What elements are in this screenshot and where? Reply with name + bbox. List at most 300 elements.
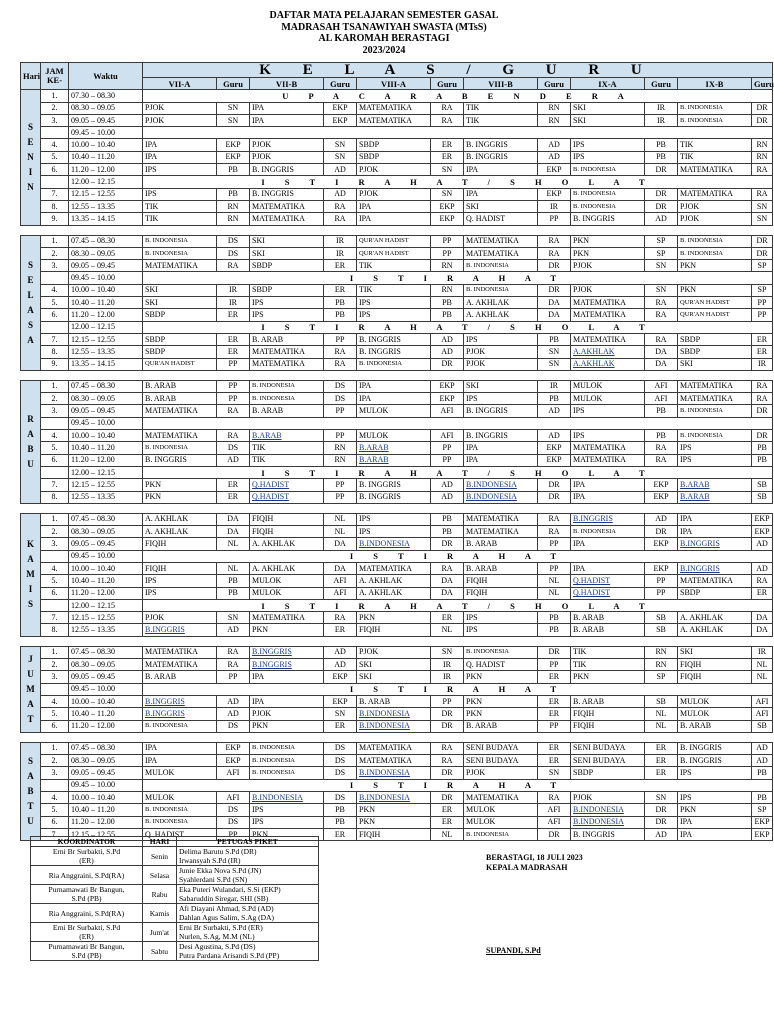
waktu-cell: 10.00 – 10.40 [69, 792, 143, 804]
header-school-name: AL KAROMAH BERASTAGI [318, 33, 450, 44]
roster-petugas [177, 885, 319, 904]
subject-cell: MATEMATIKA [571, 333, 645, 345]
teacher-code: RA [324, 612, 357, 624]
koordinator-line: (ER) [79, 932, 94, 941]
teacher-code: EKP [431, 200, 464, 212]
subject-cell: IPA [357, 200, 431, 212]
teacher-code: AFI [324, 587, 357, 599]
jam-cell: 2. [41, 247, 69, 259]
subject-cell: SBDP [678, 587, 752, 599]
teacher-code: PB [324, 297, 357, 309]
subject-cell: A. AKHLAK [678, 624, 752, 636]
teacher-code: PB [645, 405, 678, 417]
teacher-code: PP [217, 358, 250, 370]
teacher-code: AD [324, 188, 357, 200]
teacher-code: SN [431, 188, 464, 200]
teacher-code: AD [538, 151, 571, 163]
koordinator-line: Erni Br Surbakti, S.Pd [52, 923, 121, 932]
subject-cell: IPS [571, 151, 645, 163]
subject-cell: FIQIH [464, 587, 538, 599]
table-row [21, 479, 773, 491]
subject-cell: B.INGGRIS [571, 513, 645, 525]
teacher-code: RA [324, 200, 357, 212]
subject-cell: SKI [571, 114, 645, 126]
class-header-vii-a: VII-A [143, 78, 217, 90]
teacher-code: NL [324, 526, 357, 538]
subject-cell: PJOK [143, 114, 217, 126]
roster-petugas [177, 923, 319, 942]
koordinator-line: Purnamawati Br Bangun, [48, 885, 125, 894]
teacher-code: IR [324, 247, 357, 259]
break-band: I S T I R A H A T [143, 550, 773, 562]
roster-row [31, 847, 319, 866]
subject-cell: MULOK [250, 587, 324, 599]
subject-cell: IPS [143, 164, 217, 176]
teacher-code: RA [752, 188, 773, 200]
subject-cell: B.ARAB [357, 454, 431, 466]
roster-hari: Rabu [143, 885, 177, 904]
teacher-code: RA [324, 358, 357, 370]
waktu-cell: 11.20 – 12.00 [69, 309, 143, 321]
class-header-ix-b: IX-B [678, 78, 752, 90]
teacher-code: NL [324, 513, 357, 525]
teacher-code: RA [217, 646, 250, 658]
teacher-code: SB [752, 720, 773, 732]
teacher-code: IR [752, 646, 773, 658]
teacher-code: PB [752, 792, 773, 804]
subject-cell: B. INGGRIS [357, 479, 431, 491]
teacher-code: SN [431, 646, 464, 658]
subject-cell: B. INDONESIA [357, 358, 431, 370]
teacher-code: NL [752, 659, 773, 671]
teacher-code: RA [217, 405, 250, 417]
subject-cell: QUR'AN HADIST [357, 247, 431, 259]
subject-cell: SBDP [143, 333, 217, 345]
jam-cell [41, 176, 69, 188]
col-header-kelas-guru: K E L A S / G U R U [143, 63, 773, 78]
table-row [21, 247, 773, 259]
teacher-code: ER [538, 755, 571, 767]
teacher-code: DA [645, 346, 678, 358]
petugas-line: Sabaruddin Siregar, SHI (SB) [179, 894, 269, 903]
teacher-code: NL [538, 575, 571, 587]
subject-cell: MATEMATIKA [678, 380, 752, 392]
table-row [21, 380, 773, 392]
teacher-code: SN [217, 114, 250, 126]
koordinator-line: S.Pd (PB) [71, 894, 102, 903]
teacher-code: PB [324, 804, 357, 816]
jam-cell: 3. [41, 671, 69, 683]
teacher-code: PB [538, 393, 571, 405]
subject-cell: B.ARAB [678, 491, 752, 503]
subject-cell: MATEMATIKA [357, 742, 431, 754]
subject-cell: B. ARAB [250, 333, 324, 345]
table-row [21, 200, 773, 212]
subject-cell: PKN [571, 671, 645, 683]
table-row [21, 599, 773, 611]
subject-cell: B.INGGRIS [250, 646, 324, 658]
waktu-cell: 10.00 – 10.40 [69, 139, 143, 151]
teacher-code: EKP [645, 491, 678, 503]
teacher-code: AFI [645, 393, 678, 405]
teacher-code: DS [217, 720, 250, 732]
subject-cell: PKN [357, 816, 431, 828]
subject-cell: B. INGGRIS [357, 333, 431, 345]
subject-cell: IPA [464, 164, 538, 176]
subject-cell: SKI [143, 297, 217, 309]
subject-cell: A.AKHLAK [571, 358, 645, 370]
teacher-code: RA [538, 235, 571, 247]
teacher-code: DS [324, 742, 357, 754]
teacher-code: ER [431, 816, 464, 828]
break-band: I S T I R A H A T [143, 683, 773, 695]
subject-cell: Q. HADIST [143, 828, 217, 840]
jam-cell: 3. [41, 538, 69, 550]
teacher-code: SP [752, 260, 773, 272]
subject-cell: SBDP [678, 333, 752, 345]
subject-cell: PJOK [571, 260, 645, 272]
teacher-code: AD [538, 430, 571, 442]
subject-cell: B. INDONESIA [250, 767, 324, 779]
teacher-code: PB [217, 587, 250, 599]
subject-cell: MULOK [250, 575, 324, 587]
subject-cell: QUR'AN HADIST [357, 235, 431, 247]
teacher-code: AD [217, 708, 250, 720]
teacher-code: DS [324, 380, 357, 392]
teacher-code: AD [752, 755, 773, 767]
subject-cell: PKN [143, 491, 217, 503]
roster-petugas [177, 847, 319, 866]
subject-cell: MATEMATIKA [143, 659, 217, 671]
waktu-cell: 09.45 – 10.00 [69, 127, 143, 139]
table-row [21, 804, 773, 816]
teacher-code: PB [538, 333, 571, 345]
break-band: I S T I R A H A T / S H O L A T [143, 176, 773, 188]
subject-cell: B. INDONESIA [143, 816, 217, 828]
subject-cell: B. INGGRIS [357, 491, 431, 503]
day-letter: A [27, 771, 34, 782]
subject-cell: SBDP [143, 346, 217, 358]
subject-cell: B. INGGRIS [678, 755, 752, 767]
subject-cell: A. AKHLAK [464, 297, 538, 309]
waktu-cell: 12.55 – 13.35 [69, 200, 143, 212]
jam-cell: 6. [41, 164, 69, 176]
subject-cell: QUR'AN HADIST [678, 309, 752, 321]
teacher-code: DA [324, 562, 357, 574]
guru-header: Guru [752, 78, 773, 90]
subject-cell: MATEMATIKA [143, 430, 217, 442]
waktu-cell: 09.45 – 10.00 [69, 683, 143, 695]
teacher-code: PB [431, 309, 464, 321]
subject-cell: IPS [250, 816, 324, 828]
teacher-code: PP [217, 393, 250, 405]
col-header-hari: Hari [21, 63, 41, 90]
koordinator-line: Ria Anggraini, S.Pd(RA) [48, 870, 125, 880]
teacher-code: DS [324, 792, 357, 804]
teacher-code: AD [645, 513, 678, 525]
roster-koordinator [31, 923, 143, 942]
subject-cell: IPA [143, 755, 217, 767]
waktu-cell: 10.00 – 10.40 [69, 562, 143, 574]
subject-cell: B. INDONESIA [143, 720, 217, 732]
subject-cell: SBDP [250, 284, 324, 296]
day-letter: U [27, 816, 34, 827]
subject-cell: TIK [571, 646, 645, 658]
teacher-code: PP [538, 659, 571, 671]
break-band: I S T I R A H A T / S H O L A T [143, 466, 773, 478]
teacher-code: PB [645, 430, 678, 442]
teacher-code: DR [431, 358, 464, 370]
subject-cell: B. INDONESIA [571, 164, 645, 176]
jam-cell: 8. [41, 200, 69, 212]
subject-cell: FIQIH [357, 828, 431, 840]
subject-cell: B.INDONESIA [357, 720, 431, 732]
subject-cell: SBDP [357, 139, 431, 151]
teacher-code: DR [431, 538, 464, 550]
schedule-table [20, 62, 773, 841]
subject-cell: B. ARAB [571, 612, 645, 624]
waktu-cell: 09.05 – 09.45 [69, 767, 143, 779]
subject-cell: B. ARAB [464, 562, 538, 574]
subject-cell: A. AKHLAK [464, 309, 538, 321]
teacher-code: PP [645, 587, 678, 599]
subject-cell: SBDP [571, 767, 645, 779]
teacher-code: ER [324, 828, 357, 840]
subject-cell: MATEMATIKA [571, 454, 645, 466]
subject-cell: B.INDONESIA [571, 816, 645, 828]
teacher-code: PB [752, 454, 773, 466]
day-label-sabtu [21, 742, 41, 840]
waktu-cell: 12.15 – 12.55 [69, 333, 143, 345]
subject-cell: B. INDONESIA [143, 235, 217, 247]
jam-cell: 7. [41, 828, 69, 840]
waktu-cell: 12.55 – 13.35 [69, 491, 143, 503]
teacher-code: ER [752, 587, 773, 599]
subject-cell: PKN [571, 235, 645, 247]
jam-cell: 1. [41, 742, 69, 754]
jam-cell: 1. [41, 513, 69, 525]
teacher-code: IR [645, 114, 678, 126]
subject-cell: B. INDONESIA [678, 247, 752, 259]
day-letter: K [26, 539, 34, 550]
subject-cell: PKN [464, 695, 538, 707]
waktu-cell: 12.15 – 12.55 [69, 828, 143, 840]
subject-cell: MATEMATIKA [250, 612, 324, 624]
day-separator [21, 225, 773, 235]
subject-cell: QUR'AN HADIST [678, 297, 752, 309]
waktu-cell: 10.00 – 10.40 [69, 430, 143, 442]
waktu-cell: 09.05 – 09.45 [69, 114, 143, 126]
jam-cell [41, 683, 69, 695]
subject-cell: B.ARAB [250, 430, 324, 442]
subject-cell: MATEMATIKA [571, 297, 645, 309]
table-row [21, 792, 773, 804]
subject-cell: MULOK [143, 792, 217, 804]
subject-cell: PJOK [357, 188, 431, 200]
teacher-code: ER [752, 333, 773, 345]
roster-row [31, 866, 319, 885]
subject-cell: PKN [678, 260, 752, 272]
teacher-code: AD [324, 659, 357, 671]
subject-cell: B. ARAB [464, 720, 538, 732]
jam-cell: 5. [41, 442, 69, 454]
subject-cell: IPA [143, 742, 217, 754]
teacher-code: EKP [538, 454, 571, 466]
teacher-code: PP [431, 235, 464, 247]
jam-cell: 7. [41, 188, 69, 200]
teacher-code: ER [538, 671, 571, 683]
teacher-code: DR [752, 102, 773, 114]
teacher-code: RN [752, 139, 773, 151]
guru-header: Guru [324, 78, 357, 90]
teacher-code: PB [752, 767, 773, 779]
teacher-code: SN [645, 284, 678, 296]
teacher-code: AD [752, 562, 773, 574]
day-separator [21, 732, 773, 742]
teacher-code: DR [645, 164, 678, 176]
subject-cell: PJOK [250, 151, 324, 163]
subject-cell: TIK [143, 200, 217, 212]
subject-cell: SKI [678, 646, 752, 658]
teacher-code: RA [217, 659, 250, 671]
subject-cell: TIK [571, 659, 645, 671]
waktu-cell: 12.15 – 12.55 [69, 188, 143, 200]
subject-cell: B. INDONESIA [678, 102, 752, 114]
subject-cell: B. INGGRIS [250, 164, 324, 176]
jam-cell [41, 779, 69, 791]
subject-cell: B.INDONESIA [571, 804, 645, 816]
teacher-code: DR [431, 792, 464, 804]
teacher-code: RA [538, 247, 571, 259]
teacher-code: ER [217, 491, 250, 503]
subject-cell: SBDP [357, 151, 431, 163]
teacher-code: AFI [538, 816, 571, 828]
day-letter: U [27, 668, 34, 679]
jam-cell [41, 550, 69, 562]
subject-cell: MATEMATIKA [464, 792, 538, 804]
table-row [21, 708, 773, 720]
subject-cell: Q. HADIST [464, 659, 538, 671]
subject-cell: IPA [250, 671, 324, 683]
subject-cell: MATEMATIKA [357, 755, 431, 767]
teacher-code: DR [752, 430, 773, 442]
teacher-code: SN [752, 200, 773, 212]
subject-cell: B. INDONESIA [143, 442, 217, 454]
day-label-jumat [21, 646, 41, 732]
day-letter: A [27, 698, 34, 709]
teacher-code: PB [431, 513, 464, 525]
teacher-code: EKP [217, 139, 250, 151]
waktu-cell: 08.30 – 09.05 [69, 393, 143, 405]
waktu-cell: 07.30 – 08.30 [69, 90, 143, 102]
table-row [21, 442, 773, 454]
waktu-cell: 13.35 – 14.15 [69, 213, 143, 225]
table-row [21, 393, 773, 405]
subject-cell: B. INGGRIS [571, 213, 645, 225]
day-letter: M [26, 569, 35, 580]
subject-cell: SENI BUDAYA [464, 755, 538, 767]
subject-cell: IPS [678, 792, 752, 804]
waktu-cell: 12.15 – 12.55 [69, 479, 143, 491]
roster-header-koordinator: KOORDINATOR [31, 837, 143, 847]
subject-cell: IPA [571, 538, 645, 550]
subject-cell: IPS [464, 612, 538, 624]
table-row [21, 742, 773, 754]
subject-cell: IPA [357, 213, 431, 225]
subject-cell: MULOK [678, 708, 752, 720]
table-row [21, 213, 773, 225]
subject-cell: B. INDONESIA [678, 235, 752, 247]
subject-cell: SKI [143, 284, 217, 296]
subject-cell: B.ARAB [678, 479, 752, 491]
table-row [21, 646, 773, 658]
teacher-code: EKP [217, 742, 250, 754]
teacher-code: RA [324, 213, 357, 225]
roster-koordinator [31, 904, 143, 923]
subject-cell: IPA [678, 828, 752, 840]
subject-cell: SENI BUDAYA [464, 742, 538, 754]
class-header-ix-a: IX-A [571, 78, 645, 90]
table-row [21, 430, 773, 442]
teacher-code: EKP [538, 188, 571, 200]
subject-cell: B.INDONESIA [357, 767, 431, 779]
teacher-code: DR [538, 260, 571, 272]
teacher-code: PP [324, 333, 357, 345]
teacher-code: ER [538, 708, 571, 720]
teacher-code: AD [538, 139, 571, 151]
subject-cell: IPS [143, 188, 217, 200]
subject-cell: IPS [357, 309, 431, 321]
duty-roster-table [30, 836, 319, 961]
teacher-code: AFI [324, 575, 357, 587]
subject-cell: B.INDONESIA [464, 491, 538, 503]
teacher-code: EKP [431, 380, 464, 392]
teacher-code: PP [645, 575, 678, 587]
teacher-code: PB [538, 624, 571, 636]
roster-koordinator [31, 885, 143, 904]
teacher-code: ER [538, 695, 571, 707]
waktu-cell: 12.00 – 12.15 [69, 321, 143, 333]
subject-cell: A.AKHLAK [571, 346, 645, 358]
subject-cell: PJOK [464, 767, 538, 779]
jam-cell: 2. [41, 102, 69, 114]
subject-cell: A. AKHLAK [250, 562, 324, 574]
teacher-code: RA [645, 297, 678, 309]
roster-header-hari: HARI [143, 837, 177, 847]
waktu-cell: 07.45 – 08.30 [69, 380, 143, 392]
teacher-code: RA [431, 742, 464, 754]
teacher-code: RN [538, 102, 571, 114]
teacher-code: DR [645, 804, 678, 816]
separator-cell [21, 370, 773, 380]
day-letter: R [27, 413, 34, 424]
day-letter: N [27, 151, 34, 162]
petugas-line: Putra Pardana Arisandi S.Pd (PP) [179, 951, 280, 960]
teacher-code: DR [645, 816, 678, 828]
teacher-code: IR [431, 671, 464, 683]
waktu-cell: 07.45 – 08.30 [69, 235, 143, 247]
day-letter: E [27, 274, 34, 285]
teacher-code: PP [431, 454, 464, 466]
teacher-code: NL [217, 538, 250, 550]
schedule-body [21, 90, 773, 841]
teacher-code: ER [324, 624, 357, 636]
teacher-code: SB [752, 479, 773, 491]
guru-header: Guru [431, 78, 464, 90]
waktu-cell: 12.15 – 12.55 [69, 612, 143, 624]
subject-cell: B. ARAB [143, 671, 217, 683]
subject-cell: B. INDONESIA [143, 247, 217, 259]
